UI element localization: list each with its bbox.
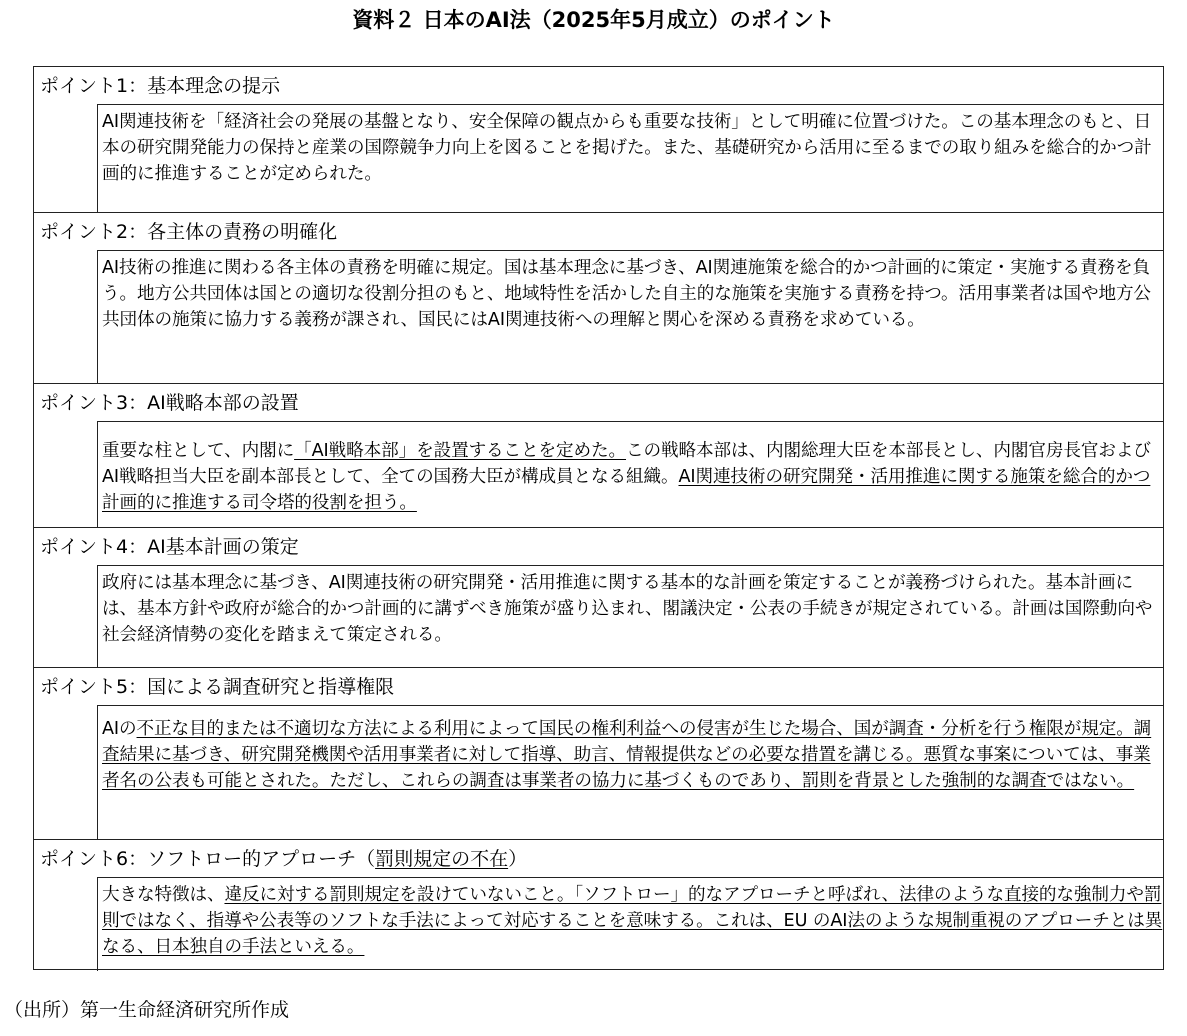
- point-1-heading: ポイント1：基本理念の提示: [40, 75, 281, 97]
- point-4-heading: ポイント4：AI基本計画の策定: [40, 536, 299, 558]
- point-6-heading-text: ポイント6：ソフトロー的アプローチ（: [40, 848, 376, 870]
- point-2-text: AI技術の推進に関わる各主体の責務を明確に規定。国は基本理念に基づき、AI関連施策を総合的かつ計画的に策定・実施する責務を負う。地方公共団体は国との適切な役割分担のもと、地域特性を活かした自主的な施策を実施する責務を持つ。活用事業者は国や地方公共団体の施策に協力する義務が課され、国民にはAI関連技術への理解と関心を深める責務を求めている。: [102, 258, 1151, 330]
- point-2: [34, 212, 1163, 383]
- point-4-body: [97, 565, 1163, 667]
- point-6: [34, 839, 1163, 971]
- point-2-body: [97, 250, 1163, 383]
- point-3-text-1: 重要な柱として、内閣に: [102, 441, 295, 461]
- point-2-heading: ポイント2：各主体の責務の明確化: [40, 221, 338, 243]
- point-5-underlined-text: 不正な目的または不適切な方法による利用によって国民の権利利益への侵害が生じた場合、国が調査・分析を行う権限が規定。調査結果に基づき、研究開発機関や活用事業者に対して指導、助言、情報提供などの必要な措置を講じる。悪質な事案については、事業者名の公表も可能とされた。ただし、これらの調査は事業者の協力に基づくものであり、罰則を背景とした強制的な調査ではない。: [102, 719, 1152, 791]
- source-note: （出所）第一生命経済研究所作成: [4, 999, 290, 1021]
- point-1-text: AI関連技術を「経済社会の発展の基盤となり、安全保障の観点からも重要な技術」として明確に位置づけた。この基本理念のもと、日本の研究開発能力の保持と産業の国際競争力向上を図ることを掲げた。また、基礎研究から活用に至るまでの取り組みを総合的かつ計画的に推進することが定められた。: [102, 112, 1152, 184]
- point-4-text: 政府には基本理念に基づき、AI関連技術の研究開発・活用推進に関する基本的な計画を策定することが義務づけられた。基本計画には、基本方針や政府が総合的かつ計画的に講ずべき施策が盛り込まれ、閣議決定・公表の手続きが規定されている。計画は国際動向や社会経済情勢の変化を踏まえて策定される。: [102, 573, 1153, 645]
- point-3-text-2: この戦略本部は、内閣総理大臣を本部長とし、内閣官房長官およびAI戦略担当大臣を副本部長として、全ての国務大臣が構成員となる組織。: [102, 441, 1151, 487]
- point-6-body: [97, 877, 1163, 971]
- point-3: [34, 383, 1163, 527]
- document-title: 資料２ 日本のAI法（2025年5月成立）のポイント: [352, 8, 835, 32]
- point-6-underlined-text: 違反に対する罰則規定を設けていないこと。「ソフトロー」的なアプローチと呼ばれ、法律のような直接的な強制力や罰則ではなく、指導や公表等のソフトな手法によって対応することを意味する。これは、EU のAI法のような規制重視のアプローチとは異なる、日本独自の手法といえる。: [102, 885, 1163, 957]
- point-5: [34, 667, 1163, 839]
- point-5-heading: ポイント5：国による調査研究と指導権限: [40, 676, 395, 698]
- point-6-heading-close: ）: [508, 848, 528, 870]
- point-5-body: [97, 705, 1163, 839]
- point-6-heading-underlined: 罰則規定の不在: [375, 848, 509, 870]
- points-table: [33, 66, 1164, 970]
- point-4: [34, 527, 1163, 667]
- point-1: [34, 67, 1163, 212]
- point-3-underlined-text-1: 「AI戦略本部」を設置することを定めた。: [294, 441, 627, 461]
- point-5-text: AIの: [102, 719, 137, 739]
- point-6-text: 大きな特徴は、: [102, 885, 225, 905]
- point-1-body: [97, 104, 1163, 212]
- point-3-heading: ポイント3：AI戦略本部の設置: [40, 392, 299, 414]
- point-3-body: [97, 421, 1163, 527]
- point-3-underlined-text-2: AI関連技術の研究開発・活用推進に関する施策を総合的かつ計画的に推進する司令塔的役割を担う。: [102, 467, 1151, 513]
- point-6-heading: [40, 846, 527, 872]
